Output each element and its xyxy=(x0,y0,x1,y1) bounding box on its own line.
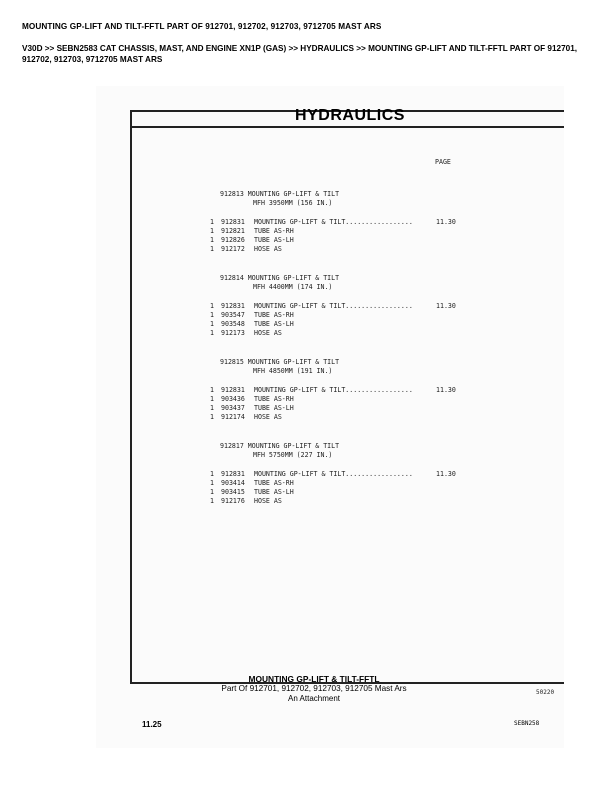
group-heading: 912817 MOUNTING GP-LIFT & TILT xyxy=(220,442,340,450)
part-qty: 1 xyxy=(210,413,214,421)
part-qty: 1 xyxy=(210,497,214,505)
part-qty: 1 xyxy=(210,404,214,412)
part-description: TUBE AS-RH xyxy=(254,311,294,319)
part-description: TUBE AS-RH xyxy=(254,395,294,403)
part-description: HOSE AS xyxy=(254,245,282,253)
part-description: MOUNTING GP-LIFT & TILT................. xyxy=(254,470,413,478)
scanned-page-image xyxy=(96,86,564,748)
part-qty: 1 xyxy=(210,488,214,496)
group-subheading: MFH 4400MM (174 IN.) xyxy=(253,283,333,291)
document-code: SEBN258 xyxy=(514,720,540,727)
page-column-label: PAGE xyxy=(435,158,451,166)
part-description: MOUNTING GP-LIFT & TILT................. xyxy=(254,218,413,226)
part-description: MOUNTING GP-LIFT & TILT................. xyxy=(254,386,413,394)
part-number: 912172 xyxy=(221,245,245,253)
part-description: HOSE AS xyxy=(254,497,282,505)
part-description: MOUNTING GP-LIFT & TILT................. xyxy=(254,302,413,310)
breadcrumb[interactable]: V30D >> SEBN2583 CAT CHASSIS, MAST, AND ENGINE XN1P (GAS) >> HYDRAULICS >> MOUNTING GP-LIFT AND TILT-FFTL PART OF 912701, 912702, 912703, 9712705 MAST ARS xyxy=(22,44,578,64)
part-qty: 1 xyxy=(210,479,214,487)
part-number: 912831 xyxy=(221,218,245,226)
part-number: 912174 xyxy=(221,413,245,421)
part-number: 912821 xyxy=(221,227,245,235)
part-page-ref: 11.30 xyxy=(436,386,456,394)
part-description: TUBE AS-LH xyxy=(254,236,294,244)
part-qty: 1 xyxy=(210,470,214,478)
part-qty: 1 xyxy=(210,311,214,319)
part-number: 912831 xyxy=(221,302,245,310)
part-number: 903414 xyxy=(221,479,245,487)
part-qty: 1 xyxy=(210,302,214,310)
frame-code: 50220 xyxy=(536,689,555,696)
part-description: HOSE AS xyxy=(254,329,282,337)
part-number: 903437 xyxy=(221,404,245,412)
caption-subtitle: Part Of 912701, 912702, 912703, 912705 Mast Ars xyxy=(221,684,407,693)
part-description: HOSE AS xyxy=(254,413,282,421)
document-title: MOUNTING GP-LIFT AND TILT-FFTL PART OF 912701, 912702, 912703, 9712705 MAST ARS xyxy=(22,22,382,31)
part-number: 912826 xyxy=(221,236,245,244)
part-number: 912831 xyxy=(221,470,245,478)
part-number: 903436 xyxy=(221,395,245,403)
part-qty: 1 xyxy=(210,395,214,403)
part-number: 903415 xyxy=(221,488,245,496)
page-number: 11.25 xyxy=(142,720,162,729)
caption-note: An Attachment xyxy=(287,694,341,703)
part-number: 903548 xyxy=(221,320,245,328)
part-description: TUBE AS-LH xyxy=(254,404,294,412)
group-subheading: MFH 3950MM (156 IN.) xyxy=(253,199,333,207)
part-qty: 1 xyxy=(210,386,214,394)
group-heading: 912813 MOUNTING GP-LIFT & TILT xyxy=(220,190,340,198)
part-description: TUBE AS-RH xyxy=(254,479,294,487)
part-qty: 1 xyxy=(210,245,214,253)
part-page-ref: 11.30 xyxy=(436,470,456,478)
part-description: TUBE AS-LH xyxy=(254,320,294,328)
part-number: 912831 xyxy=(221,386,245,394)
part-number: 903547 xyxy=(221,311,245,319)
part-qty: 1 xyxy=(210,227,214,235)
title-rule xyxy=(132,126,564,128)
part-page-ref: 11.30 xyxy=(436,218,456,226)
part-number: 912173 xyxy=(221,329,245,337)
group-subheading: MFH 4850MM (191 IN.) xyxy=(253,367,333,375)
part-qty: 1 xyxy=(210,329,214,337)
caption-title: MOUNTING GP-LIFT & TILT-FFTL xyxy=(248,674,380,684)
group-heading: 912815 MOUNTING GP-LIFT & TILT xyxy=(220,358,340,366)
part-description: TUBE AS-LH xyxy=(254,488,294,496)
group-subheading: MFH 5750MM (227 IN.) xyxy=(253,451,333,459)
part-qty: 1 xyxy=(210,320,214,328)
group-heading: 912814 MOUNTING GP-LIFT & TILT xyxy=(220,274,340,282)
part-page-ref: 11.30 xyxy=(436,302,456,310)
part-description: TUBE AS-RH xyxy=(254,227,294,235)
part-qty: 1 xyxy=(210,236,214,244)
part-number: 912176 xyxy=(221,497,245,505)
section-title: HYDRAULICS xyxy=(295,107,405,124)
part-qty: 1 xyxy=(210,218,214,226)
